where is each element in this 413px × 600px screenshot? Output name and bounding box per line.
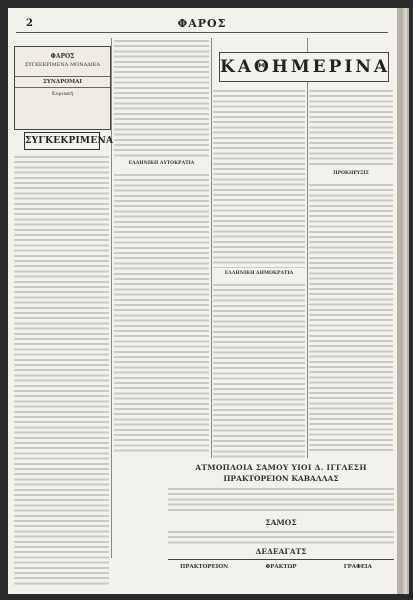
ad-line: ΦΑΡΟΣ [50,53,75,60]
page-binding [397,8,403,594]
column-rule [307,38,308,458]
section-banner: ΣΥΓΚΕΚΡΙΜΕΝΑ [24,132,100,150]
divider [168,559,394,560]
article-text-column [309,88,393,168]
article-text-column [213,88,305,268]
ad-line: ΣΥΓΚΕΚΡΙΜΕΝΑ ΜΟΝΑΔΙΚΑ [24,62,101,68]
article-text-column [114,38,209,158]
header-rule [16,32,388,33]
article-heading: ΕΛΛΗΝΙΚΗ ΑΥΤΟΚΡΑΤΙΑ [128,161,195,166]
column-rule [111,38,112,558]
article-heading: ΕΛΛΗΝΙΚΗ ΔΗΜΟΚΡΑΤΙΑ [224,271,294,276]
article-heading: ΠΡΟΚΗΡΥΞΙΣ [333,171,369,176]
article-text-column [14,154,109,586]
masthead: ΦΑΡΟΣ [177,17,227,30]
ad-line: ΣΥΝΔΡΟΜΑΙ [15,76,110,88]
column-rule [211,38,212,458]
ad-line: Κυριακή [51,91,74,97]
ad-headline: ΑΤΜΟΠΛΟΙΑ ΣΑΜΟΥ ΥΙΟΙ Δ. ΙΓΓΛΕΣΗ [195,463,367,472]
ad-destination: ΣΑΜΟΣ [265,518,297,527]
ad-subheadline: ΠΡΑΚΤΟΡΕΙΟΝ ΚΑΒΑΛΛΑΣ [223,474,339,483]
article-text-column [213,282,305,458]
shipping-advertisement [168,463,394,593]
page-number: 2 [26,18,33,29]
offices-label: ΓΡΑΦΕΙΑ [343,564,372,570]
ad-destination: ΔΕΔΕΑΓΑΤΣ [255,547,307,556]
ad-body-text [168,486,394,512]
ad-footer-row [168,564,394,570]
ad-body-text [168,529,394,545]
kathimerina-title: ΚΑΘΗΜΕΡΙΝΑ [219,52,389,82]
agent-label: ΦΡΑΚΤΩΡ [265,564,297,570]
article-text-column [309,182,393,454]
article-text-column [114,172,209,454]
agency-label: ΠΡΑΚΤΟΡΕΙΟΝ [180,564,229,570]
newspaper-page [8,8,403,594]
advertisement-box [14,46,111,130]
page-header [16,14,388,34]
